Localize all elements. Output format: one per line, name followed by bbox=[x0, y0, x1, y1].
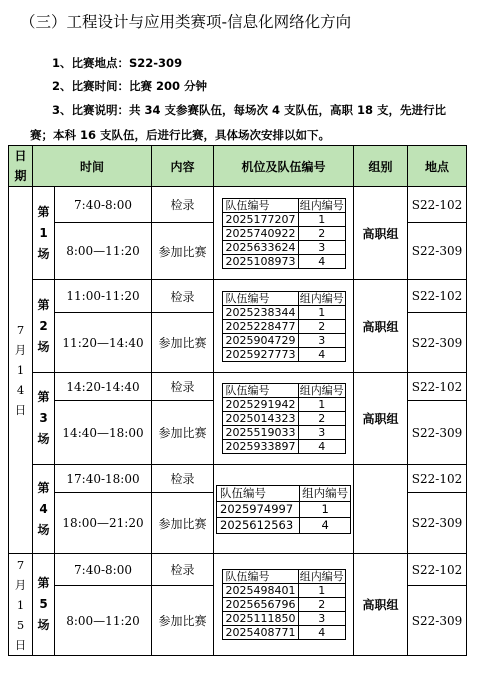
header-date: 日期 bbox=[9, 146, 33, 187]
group-cell: 高职组 bbox=[354, 554, 408, 656]
team-id: 2025291942 bbox=[222, 398, 298, 412]
team-id: 2025014323 bbox=[222, 412, 298, 426]
table-row bbox=[9, 554, 467, 586]
check-time: 11:00-11:20 bbox=[55, 280, 152, 313]
info-description-cont: 赛；本科 16 支队伍，后进行比赛，具体场次安排以如下。 bbox=[30, 128, 331, 142]
team-index: 3 bbox=[299, 426, 346, 440]
group-no-header: 组内编号 bbox=[300, 485, 351, 501]
comp-time: 11:20—14:40 bbox=[55, 313, 152, 373]
check-time: 14:20-14:40 bbox=[55, 373, 152, 401]
comp-location: S22-309 bbox=[408, 493, 467, 554]
check-label: 检录 bbox=[152, 280, 214, 313]
team-index: 2 bbox=[299, 319, 346, 333]
team-id: 2025519033 bbox=[222, 426, 298, 440]
header-location: 地点 bbox=[408, 146, 467, 187]
header-time: 时间 bbox=[33, 146, 152, 187]
info-location: 1、比赛地点：S22-309 bbox=[52, 56, 183, 70]
team-table bbox=[216, 485, 351, 534]
team-index: 1 bbox=[300, 501, 351, 517]
check-location: S22-102 bbox=[408, 280, 467, 313]
team-table bbox=[222, 198, 346, 269]
session-label: 第3场 bbox=[33, 373, 55, 465]
comp-location: S22-309 bbox=[408, 313, 467, 373]
team-id: 2025108973 bbox=[222, 254, 298, 268]
slot-cell bbox=[214, 280, 354, 373]
team-id: 2025974997 bbox=[217, 501, 300, 517]
team-index: 4 bbox=[300, 517, 351, 533]
team-table bbox=[222, 569, 346, 640]
team-id: 2025927773 bbox=[222, 347, 298, 361]
session-label: 第2场 bbox=[33, 280, 55, 373]
page-title: （三）工程设计与应用类赛项-信息化网络化方向 bbox=[20, 13, 352, 31]
table-row bbox=[9, 280, 467, 313]
check-location: S22-102 bbox=[408, 373, 467, 401]
info-duration: 2、比赛时间：比赛 200 分钟 bbox=[52, 79, 208, 93]
team-index: 2 bbox=[299, 226, 346, 240]
comp-time: 8:00—11:20 bbox=[55, 586, 152, 656]
session-label: 第1场 bbox=[33, 187, 55, 280]
group-no-header: 组内编号 bbox=[299, 291, 344, 305]
group-no-header: 组内编号 bbox=[299, 198, 344, 212]
team-id: 2025933897 bbox=[222, 440, 298, 454]
slot-cell bbox=[214, 465, 354, 554]
comp-label: 参加比赛 bbox=[152, 493, 214, 554]
header-slots: 机位及队伍编号 bbox=[214, 146, 354, 187]
check-label: 检录 bbox=[152, 187, 214, 223]
group-no-header: 组内编号 bbox=[299, 384, 344, 397]
group-cell: 高职组 bbox=[354, 280, 408, 373]
team-id: 2025408771 bbox=[222, 626, 298, 640]
check-label: 检录 bbox=[152, 554, 214, 586]
team-no-header: 队伍编号 bbox=[222, 198, 298, 212]
session-label: 第5场 bbox=[33, 554, 55, 656]
check-location: S22-102 bbox=[408, 465, 467, 493]
team-no-header: 队伍编号 bbox=[222, 291, 298, 305]
group-cell bbox=[354, 465, 408, 554]
table-row bbox=[9, 373, 467, 401]
team-index: 1 bbox=[299, 584, 346, 598]
date-cell-day1: 7月14日 bbox=[9, 187, 33, 554]
team-id: 2025612563 bbox=[217, 517, 300, 533]
comp-label: 参加比赛 bbox=[152, 401, 214, 465]
slot-cell bbox=[214, 187, 354, 280]
table-row bbox=[9, 187, 467, 223]
team-id: 2025498401 bbox=[222, 584, 298, 598]
team-index: 1 bbox=[299, 305, 346, 319]
team-index: 3 bbox=[299, 333, 346, 347]
team-id: 2025656796 bbox=[222, 598, 298, 612]
team-index: 4 bbox=[299, 347, 346, 361]
team-table bbox=[222, 291, 346, 362]
info-description: 3、比赛说明：共 34 支参赛队伍，每场次 4 支队伍，高职 18 支，先进行比 bbox=[52, 103, 447, 117]
check-time: 17:40-18:00 bbox=[55, 465, 152, 493]
comp-location: S22-309 bbox=[408, 223, 467, 280]
team-index: 1 bbox=[299, 212, 346, 226]
team-index: 4 bbox=[299, 254, 346, 268]
group-cell: 高职组 bbox=[354, 187, 408, 280]
group-cell: 高职组 bbox=[354, 373, 408, 465]
slot-cell bbox=[214, 373, 354, 465]
team-no-header: 队伍编号 bbox=[222, 570, 298, 584]
team-id: 2025238344 bbox=[222, 305, 298, 319]
team-index: 2 bbox=[299, 598, 346, 612]
team-no-header: 队伍编号 bbox=[222, 384, 298, 398]
team-table bbox=[222, 383, 346, 454]
team-index: 3 bbox=[299, 240, 346, 254]
comp-location: S22-309 bbox=[408, 401, 467, 465]
check-location: S22-102 bbox=[408, 187, 467, 223]
slot-cell bbox=[214, 554, 354, 656]
check-label: 检录 bbox=[152, 465, 214, 493]
comp-label: 参加比赛 bbox=[152, 313, 214, 373]
team-index: 4 bbox=[299, 626, 346, 640]
check-time: 7:40-8:00 bbox=[55, 187, 152, 223]
team-id: 2025904729 bbox=[222, 333, 298, 347]
team-id: 2025111850 bbox=[222, 612, 298, 626]
comp-location: S22-309 bbox=[408, 586, 467, 656]
team-index: 3 bbox=[299, 612, 346, 626]
team-index: 1 bbox=[299, 398, 346, 412]
comp-time: 18:00—21:20 bbox=[55, 493, 152, 554]
team-id: 2025177207 bbox=[222, 212, 298, 226]
check-label: 检录 bbox=[152, 373, 214, 401]
comp-time: 14:40—18:00 bbox=[55, 401, 152, 465]
team-no-header: 队伍编号 bbox=[217, 485, 300, 501]
team-id: 2025740922 bbox=[222, 226, 298, 240]
team-index: 4 bbox=[299, 440, 346, 454]
header-content: 内容 bbox=[152, 146, 214, 187]
table-row bbox=[9, 465, 467, 493]
check-time: 7:40-8:00 bbox=[55, 554, 152, 586]
team-index: 2 bbox=[299, 412, 346, 426]
comp-label: 参加比赛 bbox=[152, 586, 214, 656]
header-group: 组别 bbox=[354, 146, 408, 187]
team-id: 2025633624 bbox=[222, 240, 298, 254]
header-row bbox=[9, 146, 467, 187]
team-id: 2025228477 bbox=[222, 319, 298, 333]
comp-time: 8:00—11:20 bbox=[55, 223, 152, 280]
schedule-table bbox=[8, 145, 467, 656]
date-cell-day2: 7月15日 bbox=[9, 554, 33, 656]
check-location: S22-102 bbox=[408, 554, 467, 586]
session-label: 第4场 bbox=[33, 465, 55, 554]
group-no-header: 组内编号 bbox=[299, 570, 344, 583]
comp-label: 参加比赛 bbox=[152, 223, 214, 280]
